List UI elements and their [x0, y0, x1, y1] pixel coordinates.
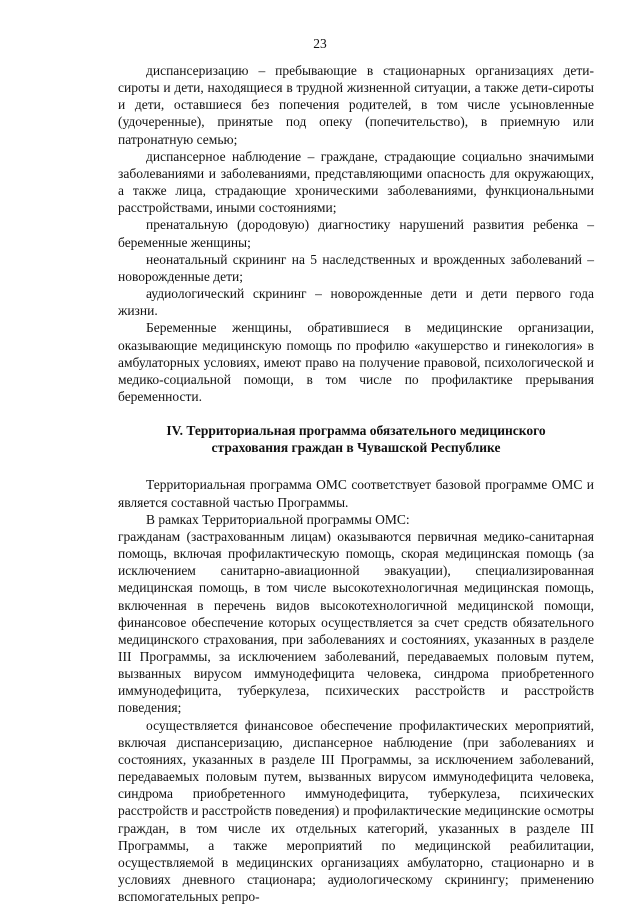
paragraph-dispanserizatsiya: диспансеризацию – пребывающие в стационарных организациях дети-сироты и дети, находящиеся в трудной жизненной ситуации, а также дети-сироты и дети, оставшиеся без попечения родителей, в том числе усыновленные (удочеренные), принятые под опеку (попечительство), в приемную или патронатную семью;: [118, 63, 594, 147]
paragraph-insured-citizens-care: гражданам (застрахованным лицам) оказываются первичная медико-санитарная помощь, включая профилактическую помощь, скорая медицинская помощь (за исключением санитарно-авиационной эвакуации), специализированная медицинская помощь, в том числе высокотехнологичная медицинская помощь, включенная в перечень видов высокотехнологичной медицинской помощи, финансовое обеспечение которых осуществляется за счет средств обязательного медицинского страхования, при заболеваниях и состояниях, указанных в разделе III Программы, за исключением заболеваний, передаваемых половым путем, вызванных вирусом иммунодефицита человека, синдрома приобретенного иммунодефицита, туберкулеза, психических расстройств и расстройств поведения;: [118, 528, 594, 716]
paragraph-dispansernoe-nablyudenie: диспансерное наблюдение – граждане, страдающие социально значимыми заболеваниями и заболеваниями, представляющими опасность для окружающих, а также лица, страдающие хроническими заболеваниями, функциональными расстройствами, иными состояниями;: [118, 148, 594, 216]
paragraph-program-conformity: Территориальная программа ОМС соответствует базовой программе ОМС и является составной частью Программы.: [118, 477, 594, 510]
paragraph-audiological-screening: аудиологический скрининг – новорожденные дети и дети первого года жизни.: [118, 286, 594, 319]
document-body: [118, 62, 594, 905]
paragraph-prenatal-diagnostics: пренатальную (дородовую) диагностику нарушений развития ребенка – беременные женщины;: [118, 217, 594, 250]
paragraph-pregnant-women: Беременные женщины, обратившиеся в медицинские организации, оказывающие медицинскую помощь по профилю «акушерство и гинекология» в амбулаторных условиях, имеют право на получение правовой, психологической и медико-социальной помощи, в том числе по профилактике прерывания беременности.: [118, 320, 594, 404]
paragraph-neonatal-screening: неонатальный скрининг на 5 наследственных и врожденных заболеваний – новорожденные дети;: [118, 251, 594, 284]
paragraph-financial-support: осуществляется финансовое обеспечение профилактических мероприятий, включая диспансеризацию, диспансерное наблюдение (при заболеваниях и состояниях, указанных в разделе III Программы, за исключением заболеваний, передаваемых половым путем, вызванных вирусом иммунодефицита человека, синдрома приобретенного иммунодефицита, туберкулеза, психических расстройств и расстройств поведения) и профилактические медицинские осмотры граждан, в том числе их отдельных категорий, указанных в разделе III Программы, а также мероприятий по медицинской реабилитации, осуществляемой в медицинских организациях амбулаторно, стационарно и в условиях дневного стационара; аудиологическому скринингу; применению вспомогательных репро-: [118, 717, 594, 905]
section-heading-line2: страхования граждан в Чувашской Республике: [211, 440, 501, 456]
section-heading: [118, 422, 594, 456]
section-heading-line1: IV. Территориальная программа обязательного медицинского: [166, 423, 546, 439]
paragraph-program-scope-intro: В рамках Территориальной программы ОМС:: [146, 511, 410, 527]
page-number: 23: [313, 36, 327, 51]
